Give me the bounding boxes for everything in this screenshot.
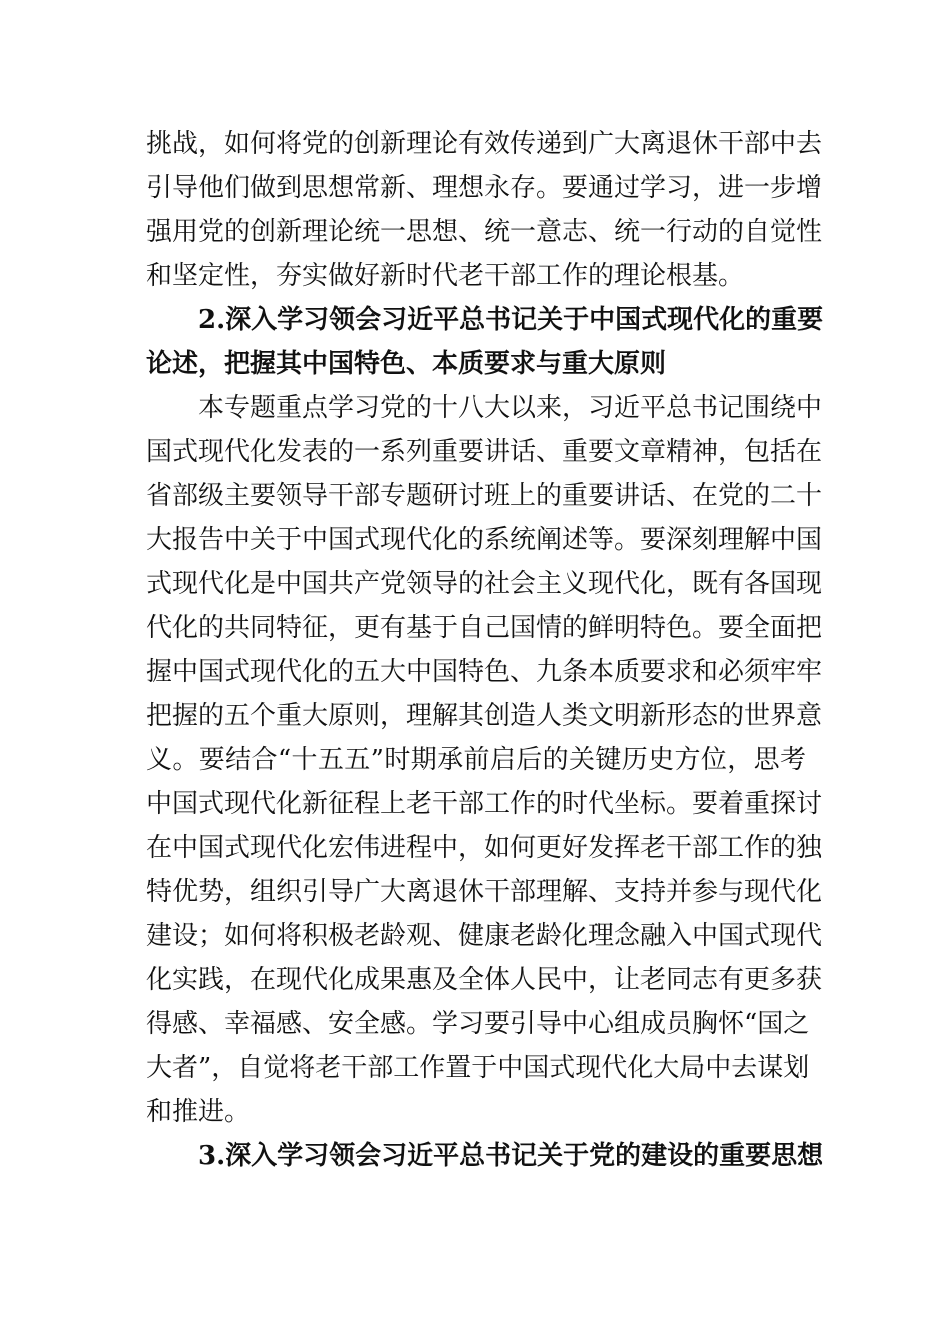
- text-line: 大报告中关于中国式现代化的系统阐述等。要深刻理解中国: [146, 525, 823, 555]
- document-page: [146, 122, 824, 1178]
- text-line: 强用党的创新理论统一思想、统一意志、统一行动的自觉性: [146, 217, 823, 247]
- text-line: 引导他们做到思想常新、理想永存。要通过学习，进一步增: [146, 173, 823, 203]
- heading-line: 2.深入学习领会习近平总书记关于中国式现代化的重要: [198, 305, 824, 335]
- heading-line: 论述，把握其中国特色、本质要求与重大原则: [146, 349, 667, 379]
- heading-line: 3.深入学习领会习近平总书记关于党的建设的重要思想: [198, 1141, 824, 1171]
- text-line: 本专题重点学习党的十八大以来，习近平总书记围绕中: [198, 393, 823, 423]
- paragraph-section-2-body: [146, 386, 823, 1134]
- text-line: 大者”，自觉将老干部工作置于中国式现代化大局中去谋划: [146, 1053, 810, 1083]
- text-line: 国式现代化发表的一系列重要讲话、重要文章精神，包括在: [146, 437, 823, 467]
- section-heading-3: [146, 1134, 824, 1178]
- text-line: 把握的五个重大原则，理解其创造人类文明新形态的世界意: [146, 701, 823, 731]
- text-line: 式现代化是中国共产党领导的社会主义现代化，既有各国现: [146, 569, 823, 599]
- text-line: 代化的共同特征，更有基于自己国情的鲜明特色。要全面把: [146, 613, 823, 643]
- text-line: 建设；如何将积极老龄观、健康老龄化理念融入中国式现代: [146, 921, 823, 951]
- text-line: 特优势，组织引导广大离退休干部理解、支持并参与现代化: [146, 877, 823, 907]
- paragraph-intro-continuation: [146, 122, 823, 298]
- text-line: 握中国式现代化的五大中国特色、九条本质要求和必须牢牢: [146, 657, 823, 687]
- text-line: 中国式现代化新征程上老干部工作的时代坐标。要着重探讨: [146, 789, 823, 819]
- section-heading-2: [146, 298, 824, 386]
- text-line: 挑战，如何将党的创新理论有效传递到广大离退休干部中去: [146, 129, 823, 159]
- text-line: 省部级主要领导干部专题研讨班上的重要讲话、在党的二十: [146, 481, 823, 511]
- text-line: 在中国式现代化宏伟进程中，如何更好发挥老干部工作的独: [146, 833, 823, 863]
- text-line: 和推进。: [146, 1097, 251, 1127]
- text-line: 化实践，在现代化成果惠及全体人民中，让老同志有更多获: [146, 965, 823, 995]
- text-line: 得感、幸福感、安全感。学习要引导中心组成员胸怀“国之: [146, 1009, 810, 1039]
- text-line: 和坚定性，夯实做好新时代老干部工作的理论根基。: [146, 261, 745, 291]
- text-line: 义。要结合“十五五”时期承前启后的关键历史方位，思考: [146, 745, 806, 775]
